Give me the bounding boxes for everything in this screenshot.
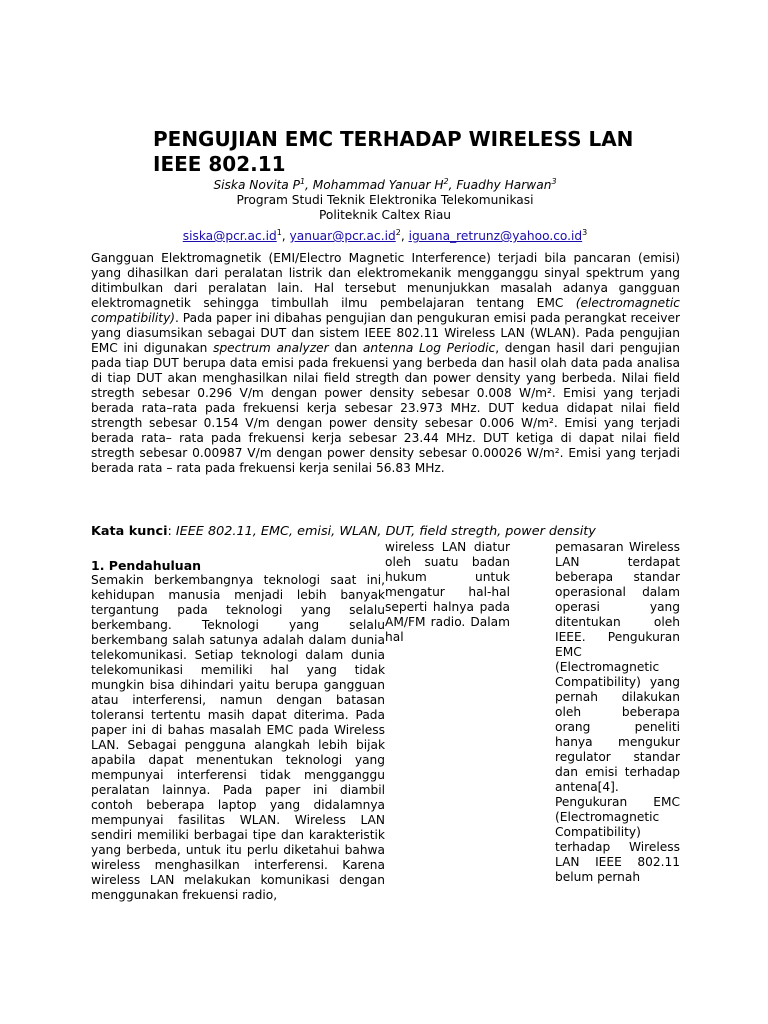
email-separator: , (400, 229, 409, 243)
author-2-sup: 2 (443, 176, 449, 186)
section-heading-pendahuluan: 1. Pendahuluan (91, 558, 202, 573)
body-paragraph-col3: pemasaran Wireless LAN terdapat beberapa standar operasional dalam operasi yang ditentukan oleh IEEE. Pengukuran EMC (Electromagnetic Compatibility) yang pernah dilakukan oleh beberapa orang peneliti hanya mengukur regulator standar dan emisi terhadap antena[4]. Pengukuran EMC (Electromagnetic Compatibility) terhadap Wireless LAN IEEE 802.11 belum pernah (555, 540, 680, 884)
affiliation-institution: Politeknik Caltex Riau (318, 208, 452, 222)
email-link-1[interactable]: siska@pcr.ac.id (182, 229, 277, 243)
paper-title: PENGUJIAN EMC TERHADAP WIRELESS LAN IEEE 802.11 (153, 127, 634, 176)
author-3: Fuadhy Harwan (456, 178, 552, 192)
author-block (120, 178, 650, 244)
keywords-colon: : (167, 524, 176, 539)
author-1-sup: 1 (299, 176, 306, 186)
author-2: Mohammad Yanuar H (312, 178, 444, 192)
email-separator: , (281, 229, 290, 243)
keywords-values: IEEE 802.11, EMC, emisi, WLAN, DUT, field stregth, power density (175, 524, 596, 539)
author-names (120, 178, 650, 193)
email-2-sup: 2 (395, 227, 401, 237)
abstract-italic-3: antenna Log Periodic (362, 341, 496, 355)
keywords-label: Kata kunci (91, 524, 168, 539)
abstract-italic-1: (electromagnetic compatibility) (91, 296, 680, 325)
body-column-1 (91, 558, 385, 938)
body-paragraph-col2: wireless LAN diatur oleh suatu badan hukum untuk mengatur hal-hal seperti halnya pada AM/FM radio. Dalam hal (385, 540, 510, 644)
abstract-part-4: , dengan hasil dari pengujian pada tiap DUT berupa data emisi pada frekuensi yang berbeda dan hasil olah data pada analisa di tiap DUT akan menghasilkan nilai field stregth dan power density yang berbeda. Nilai field stregth sebesar 0.296 V/m dengan power density sebesar 0.008 W/m². Emisi yang terjadi berada rata–rata pada frekuensi kerja sebesar 23.973 MHz. DUT kedua didapat nilai field strength sebesar 0.154 V/m dengan power density sebesar 0.006 W/m². Emisi yang terjadi berada rata– rata pada frekuensi kerja sebesar 23.44 MHz. DUT ketiga di dapat nilai field stregth sebesar 0.00987 V/m dengan power density sebesar 0.00026 W/m². Emisi yang terjadi berada rata – rata pada frekuensi kerja senilai 56.83 MHz. (91, 341, 680, 475)
email-1-sup: 1 (276, 227, 282, 237)
author-separator: , (448, 178, 457, 192)
author-emails (120, 229, 650, 244)
abstract-italic-2: spectrum analyzer (213, 341, 329, 355)
abstract-part-3: dan (328, 341, 363, 355)
body-column-3 (555, 540, 680, 940)
body-paragraph-col1: Semakin berkembangnya teknologi saat ini, kehidupan manusia menjadi lebih banyak tergantung pada teknologi yang selalu berkembang. Teknologi yang selalu berkembang salah satunya adalah dalam dunia telekomunikasi. Setiap teknologi dalam dunia telekomunikasi memiliki hal yang tidak mungkin bisa dihindari yaitu berupa gangguan atau interferensi, namun dengan batasan toleransi tertentu masih dapat diterima. Pada paper ini di bahas masalah EMC pada Wireless LAN. Sebagai pengguna alangkah lebih bijak apabila dapat menentukan teknologi yang mempunyai interferensi tidak mengganggu peralatan lainnya. Pada paper ini diambil contoh beberapa laptop yang didalamnya mempunyai fasilitas WLAN. Wireless LAN sendiri memiliki berbagai tipe dan karakteristik yang berbeda, untuk itu perlu diketahui bahwa wireless menghasilkan interferensi. Karena wireless LAN melakukan komunikasi dengan menggunakan frekuensi radio, (91, 573, 385, 902)
keywords-line (91, 524, 691, 540)
author-1: Siska Novita P (213, 178, 300, 192)
email-3-sup: 3 (582, 227, 588, 237)
abstract-text (91, 251, 680, 476)
email-link-2[interactable]: yanuar@pcr.ac.id (289, 229, 396, 243)
author-separator: , (305, 178, 313, 192)
affiliation-program: Program Studi Teknik Elektronika Telekomunikasi (236, 193, 534, 207)
body-column-2 (385, 540, 510, 645)
abstract-part-2: . Pada paper ini dibahas pengujian dan pengukuran emisi pada perangkat receiver yang diasumsikan sebagai DUT dan sistem IEEE 802.11 Wireless LAN (WLAN). Pada pengujian EMC ini digunakan (91, 311, 680, 355)
email-link-3[interactable]: iguana_retrunz@yahoo.co.id (408, 229, 583, 243)
abstract-part-1: Gangguan Elektromagnetik (EMI/Electro Magnetic Interference) terjadi bila pancaran (emisi) yang dihasilkan dari peralatan listrik dan elektromekanik mengganggu sinyal spektrum yang ditimbulkan dari peralatan lain. Hal tersebut menunjukkan masalah adanya gangguan elektromagnetik sehingga timbullah ilmu pembelajaran tentang EMC (91, 251, 680, 310)
author-3-sup: 3 (551, 176, 557, 186)
